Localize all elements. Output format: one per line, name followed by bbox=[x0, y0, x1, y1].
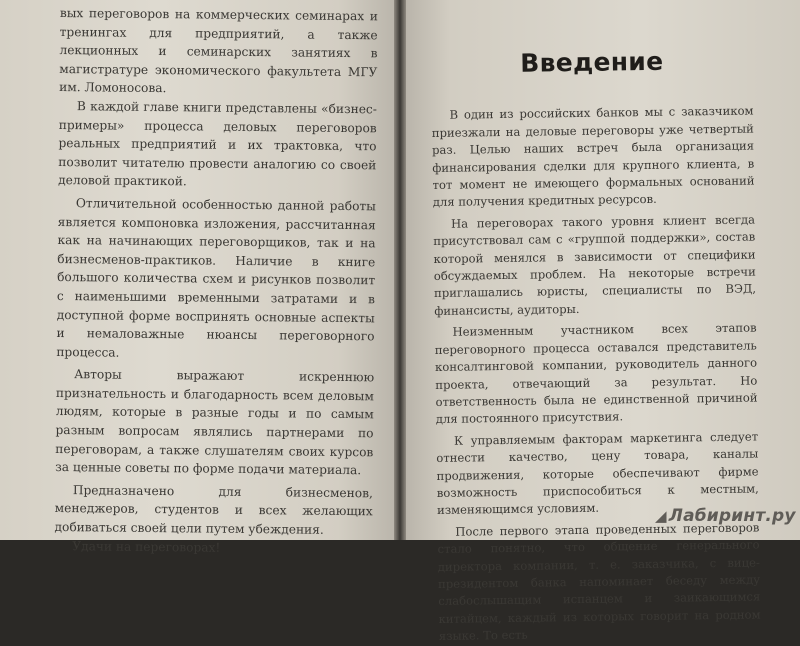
right-paragraph: На переговорах такого уровня клиент всегда присутствовал сам с «группой поддержки», состав которой менялся в зависимости от специфики обсуждаемых проблем. На некоторые встречи приглашались юристы, специалисты по ВЭД, финансисты, аудиторы. bbox=[433, 212, 757, 318]
left-paragraph: Отличительной особенностью данной работы является компоновка изложения, рассчитанная как на начинающих переговорщиков, так и на бизнесменов-практиков. Наличие в книге большого количества схем и рисунков позволит с наименьшими временными затратами и в доступной форме воспринять основные аспекты и немаловажные нюансы переговорного процесса. bbox=[56, 196, 376, 360]
left-paragraph: Предназначено для бизнесменов, менеджеров, студентов и всех желающих добиваться своей цели путем убеждения. bbox=[54, 483, 373, 537]
right-paragraph: После первого этапа проведенных переговоров стало понятно, что общение генерального директора компании, т. е. заказчика, с вице-президентом банка напоминает беседу между слабослышащим испанцем и заикающимся китайцем, каждый из которых говорит на родном языке. То есть bbox=[437, 520, 761, 644]
left-page-text bbox=[54, 4, 378, 559]
chapter-heading: Введение bbox=[520, 46, 664, 78]
watermark bbox=[655, 506, 796, 526]
book-gutter bbox=[394, 0, 406, 540]
right-page-text bbox=[430, 0, 761, 646]
right-paragraph: К управляемым факторам маркетинга следует отнести качество, цену товара, каналы продвижения, которые обеспечивают фирме возможность приспособиться к местным, изменяющимся условиям. bbox=[436, 429, 759, 518]
left-paragraph: В каждой главе книги представлены «бизнес-примеры» процесса деловых переговоров реальных предприятий и их трактовка, что позволит читателю провести аналогию со своей деловой практикой. bbox=[58, 99, 377, 189]
left-paragraph: Удачи на переговорах! bbox=[72, 538, 221, 555]
right-paragraph: В один из российских банков мы с заказчиком приезжали на деловые переговоры уже четвертый раз. Целью наших встреч была организация финансирования сделки для крупного клиента, в тот момент не имеющего формальных оснований для получения кредитных ресурсов. bbox=[431, 103, 755, 210]
right-paragraph: Неизменным участником всех этапов переговорного процесса оставался представитель консалтинговой компании, руководитель данного проекта, отвечающий за результат. Но ответственность была не единственной причиной для постоянного присутствия. bbox=[434, 320, 758, 427]
watermark-text: Лабиринт.ру bbox=[668, 506, 796, 526]
left-paragraph: Авторы выражают искреннюю признательность и благодарность всем деловым людям, которые в разные годы и по самым разным вопросам являлись партнерами по переговорам, а также слушателям своих курсов за ценные советы по форме подачи материала. bbox=[55, 367, 375, 478]
watermark-logo-icon: ◢ bbox=[655, 507, 667, 525]
left-paragraph: вых переговоров на коммерческих семинарах и тренингах для предприятий, а также лекционных и семинарских занятиях в магистратуре экономического факультета МГУ им. Ломоносова. bbox=[59, 5, 378, 96]
